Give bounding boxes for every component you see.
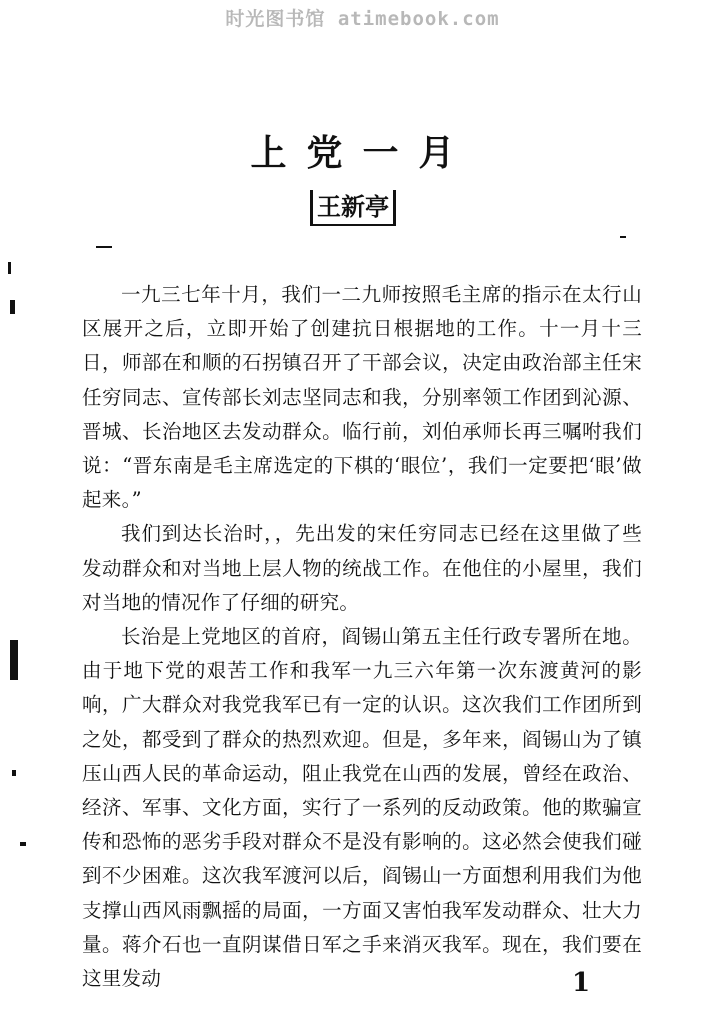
page-number: 1 (572, 968, 591, 998)
paragraph: 我们到达长治时，，先出发的宋任穷同志已经在这里做了些发动群众和对当地上层人物的统战工作。在他住的小屋里，我们对当地的情况作了仔细的研究。 (82, 522, 642, 614)
watermark: 时光图书馆 atimebook.com (225, 8, 500, 30)
scan-speck (12, 770, 16, 776)
paragraph: 长治是上党地区的首府，阎锡山第五主任行政专署所在地。由于地下党的艰苦工作和我军一九三六年第一次东渡黄河的影响，广大群众对我党我军已有一定的认识。这次我们工作团所到之处，都受到了群众的热烈欢迎。但是，多年来，阎锡山为了镇压山西人民的革命运动，阻止我党在山西的发展，曾经在政治、经济、军事、文化方面，实行了一系列的反动政策。他的欺骗宣传和恐怖的恶劣手段对群众不是没有影响的。这必然会使我们碰到不少困难。这次我军渡河以后，阎锡山一方面想利用我们为他支撑山西风雨飘摇的局面，一方面又害怕我军发动群众、壮大力量。蒋介石也一直阴谋借日军之手来消灭我军。现在，我们要在这里发动 (82, 625, 642, 991)
scan-speck (10, 300, 15, 314)
body-text (82, 278, 642, 996)
scan-speck (20, 842, 26, 846)
scan-speck (620, 236, 626, 238)
paragraph: 一九三七年十月，我们一二九师按照毛主席的指示在太行山区展开之后，立即开始了创建抗日根据地的工作。十一月十三日，师部在和顺的石拐镇召开了干部会议，决定由政治部主任宋任穷同志、宣传部长刘志坚同志和我，分别率领工作团到沁源、晋城、长治地区去发动群众。临行前，刘伯承师长再三嘱咐我们说：“晋东南是毛主席选定的下棋的‘眼位’，我们一定要把‘眼’做起来。” (82, 283, 642, 512)
scan-speck (8, 262, 11, 274)
scan-speck (96, 246, 112, 248)
scan-speck (10, 640, 18, 680)
chapter-title: 上党一月 (250, 132, 475, 174)
author-name: 王新亭 (310, 190, 396, 226)
